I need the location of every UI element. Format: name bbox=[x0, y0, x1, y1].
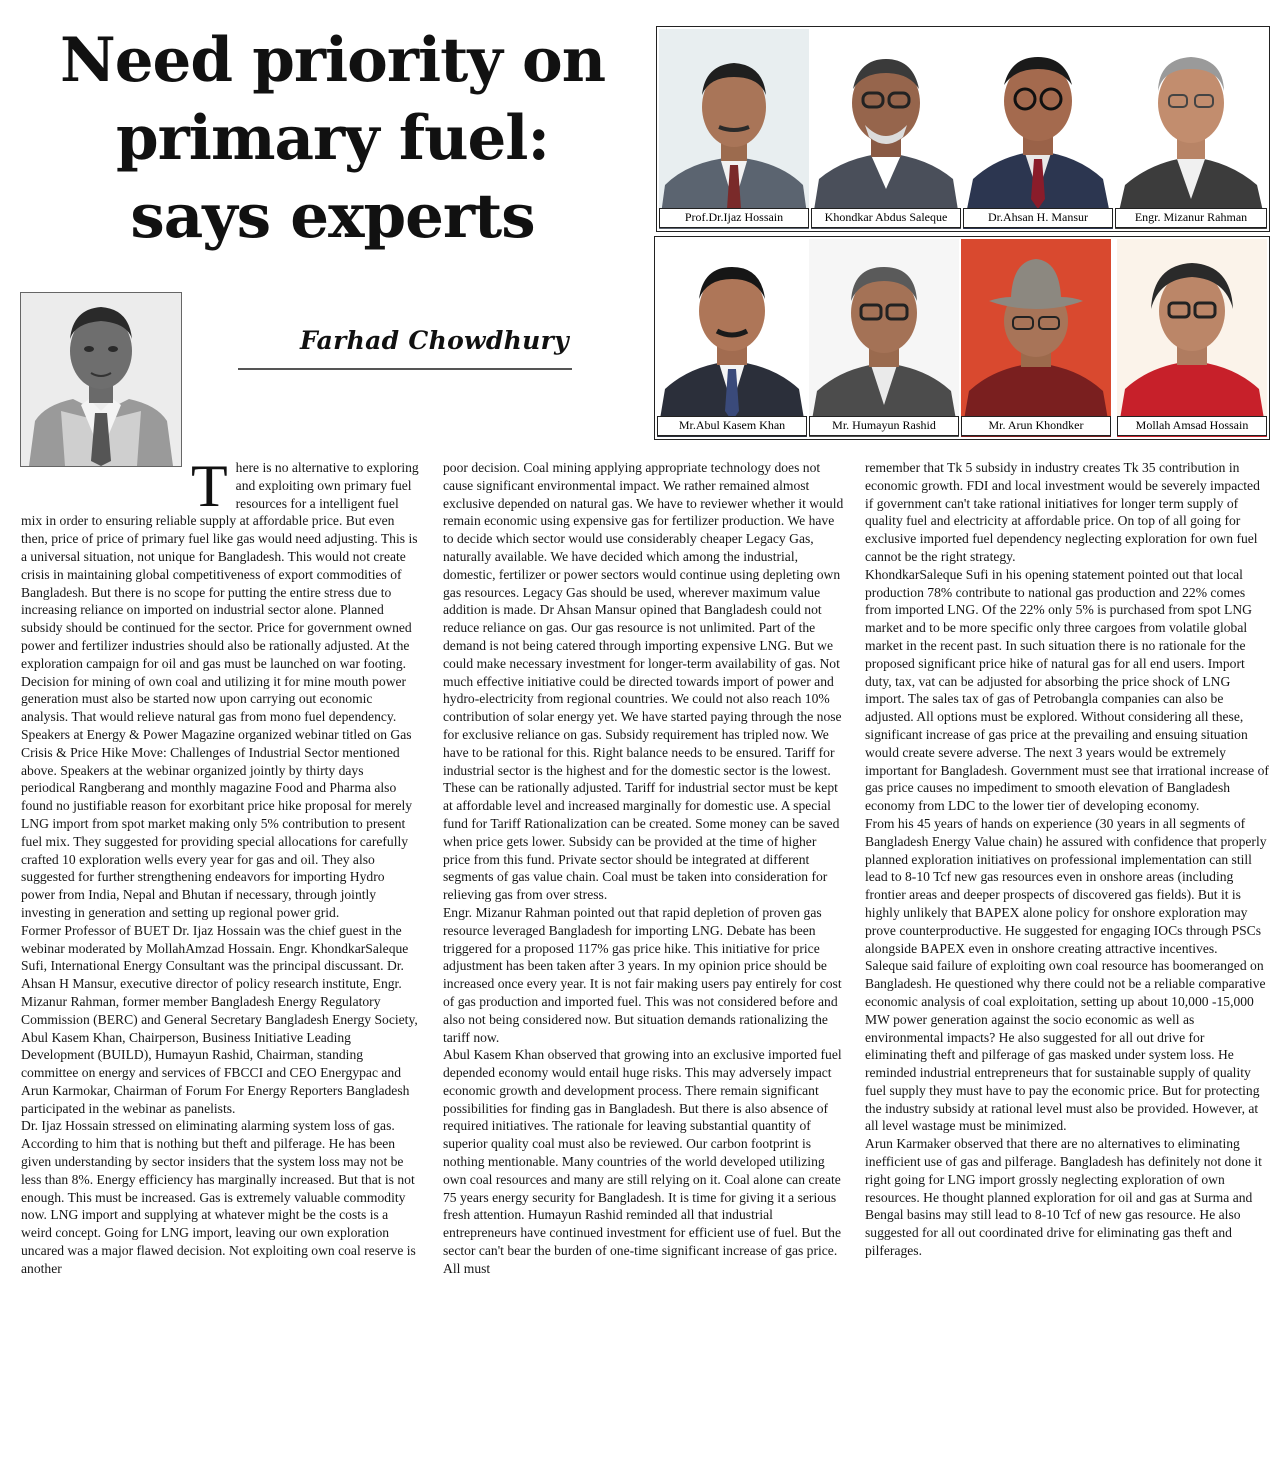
article-paragraph: Engr. Mizanur Rahman pointed out that rapid depletion of proven gas resource leveraged Bangladesh for importing LNG. Debate has been triggered for a proposed 117% gas price hike. This initiative for price adjustment has been taken after 3 years. In my opinion price should be increased once every year. It is not fair making users pay entirely for cost of gas production and imported fuel. This was not considered before and also not being considered now. But situation demands rationalizing the tariff now. bbox=[443, 904, 842, 1045]
article-paragraph: Former Professor of BUET Dr. Ijaz Hossain was the chief guest in the webinar moderated by MollahAmzad Hossain. Engr. KhondkarSaleque Sufi, International Energy Consultant was the principal discussant. Dr. Ahsan H Mansur, executive director of policy research institute, Engr. Mizanur Rahman, former member Bangladesh Energy Regulatory Commission (BERC) and General Secretary Bangladesh Energy Society, Abul Kasem Khan, Chairperson, Business Initiative Leading Development (BUILD), Humayun Rashid, Chairman, standing committee on energy and services of FBCCI and CEO Energypac and Arun Karmokar, Chairman of Forum For Energy Reporters Bangladesh participated in the webinar as panelists. bbox=[21, 922, 418, 1116]
caption-humayun-rashid: Mr. Humayun Rashid bbox=[809, 416, 959, 436]
portrait-ahsan-h-mansur bbox=[963, 29, 1113, 229]
caption-arun-khondker: Mr. Arun Khondker bbox=[961, 416, 1111, 436]
article-paragraph: Saleque said failure of exploiting own coal resource has boomeranged on Bangladesh. He questioned why there could not be a reliable comparative economic analysis of coal exploitation, setting up about 10,000 -15,000 MW power generation against the socio economic as well as environmental impacts? He also suggested for all out drive for eliminating theft and pilferage of gas masked under system loss. He reminded industrial entrepreneurs that for sustainable supply of quality fuel supply they must have to pay the economic price. But for protecting the industry subsidy at rational level must also be provided. However, at all level wastage must be minimized. bbox=[865, 958, 1266, 1134]
article-paragraph: remember that Tk 5 subsidy in industry creates Tk 35 contribution in economic growth. FDI and local investment would be severely impacted if government can't take rational initiatives for longer term supply of quality fuel and electricity at affordable price. On top of all going for exclusive imported fuel dependency neglecting exploration for own fuel cannot be the right strategy. bbox=[865, 460, 1260, 564]
caption-abul-kasem-khan: Mr.Abul Kasem Khan bbox=[657, 416, 807, 436]
author-photo bbox=[20, 292, 182, 467]
article-column-3 bbox=[865, 459, 1269, 1260]
experts-photo-panel-bottom bbox=[654, 236, 1270, 440]
headline bbox=[20, 22, 645, 256]
portrait-arun-khondker bbox=[961, 239, 1111, 437]
article-paragraph bbox=[21, 453, 419, 726]
portrait-abul-kasem-khan bbox=[657, 239, 807, 437]
article-paragraph: poor decision. Coal mining applying appropriate technology does not cause significant environmental impact. We rather remained almost exclusive depended on natural gas. We have to reviewer whether it would remain economic using expensive gas for fertilizer production. We have to decide which sector would use considerably cheaper Legacy Gas, naturally available. We have decided which among the industrial, domestic, fertilizer or power sectors would continue using depleting own gas resources. Legacy Gas should be used, wherever maximum value addition is made. Dr Ahsan Mansur opined that Bangladesh could not reduce reliance on gas. Our gas resource is not unlimited. Part of the demand is not being catered through importing expensive LNG. But we could make necessary investment for longer-term availability of gas. Not much effective initiative could be directed towards import of power and hydro-electricity from regional countries. We could not also reach 10% contribution of solar energy yet. We have started paying through the nose for exclusive reliance on gas. Subsidy requirement has tripled now. We have to be rational for this. Right balance needs to be ensured. Tariff for industrial sector is the highest and for the domestic sector is the lowest. These can be rationally adjusted. Tariff for industrial sector must be kept at affordable level and increased marginally for domestic use. A special fund for Tariff Rationalization can be created. Some money can be saved when price gets lower. Subsidy can be provided at the time of higher price from this fund. Private sector should be integrated at different segments of gas value chain. Coal must be taken into consideration for relieving gas from over stress. bbox=[443, 460, 844, 903]
article-paragraph: Abul Kasem Khan observed that growing into an exclusive imported fuel depended economy would entail huge risks. This may adversely impact economic growth and development process. There remain significant possibilities for finding gas in Bangladesh. But there is also absence of required initiatives. The rationale for leaving substantial quantity of superior quality coal must also be reviewed. Our carbon footprint is nothing mentionable. Many countries of the world developed utilizing own coal resources and many are still relying on it. Coal alone can create 75 years energy security for Bangladesh. It is time for giving it a serious fresh attention. Humayun Rashid reminded all that industrial entrepreneurs have continued investment for efficient use of fuel. But the sector can't bear the burden of one-time significant increase of gas price. All must bbox=[443, 1047, 842, 1276]
article-paragraph: Arun Karmaker observed that there are no alternatives to eliminating inefficient use of gas and pilferage. Bangladesh has definitely not done it right going for LNG import grossly neglecting exploration of own resources. He thought planned exploration for oil and gas at Surma and Bengal basins may still lead to 8-10 Tcf of new gas resource. He also suggested for all out coordinated drive for eliminating gas theft and pilferages. bbox=[865, 1136, 1262, 1259]
article-paragraph: From his 45 years of hands on experience (30 years in all segments of Bangladesh Energy Value chain) he assured with confidence that properly planned exploration initiatives on professional implementation can still lead to 8-10 Tcf new gas resources even in onshore areas (including frontier areas and deeper prospects of discovered gas fields). But it is highly unlikely that BAPEX alone policy for onshore exploration may prove counterproductive. He suggested for engaging IOCs through PSCs alongside BAPEX even in onshore creating attractive incentives. bbox=[865, 815, 1267, 956]
caption-khondkar-abdus-saleque: Khondkar Abdus Saleque bbox=[811, 208, 961, 228]
experts-photo-panel-top bbox=[656, 26, 1270, 232]
byline: Farhad Chowdhury bbox=[300, 326, 569, 355]
byline-rule bbox=[238, 368, 572, 370]
caption-ahsan-h-mansur: Dr.Ahsan H. Mansur bbox=[963, 208, 1113, 228]
article-column-1 bbox=[21, 453, 419, 1278]
portrait-mizanur-rahman bbox=[1115, 29, 1267, 229]
headline-line-3: says experts bbox=[130, 181, 535, 252]
drop-cap: T bbox=[191, 453, 228, 519]
portrait-khondkar-abdus-saleque bbox=[811, 29, 961, 229]
portrait-ijaz-hossain bbox=[659, 29, 809, 229]
caption-mizanur-rahman: Engr. Mizanur Rahman bbox=[1115, 208, 1267, 228]
article-paragraph: Dr. Ijaz Hossain stressed on eliminating alarming system loss of gas. According to him that is nothing but theft and pilferage. He has been given understanding by sector insiders that the system loss may not be less than 8%. Energy efficiency has marginally increased. But that is not enough. This must be increased. Gas is extremely valuable commodity now. LNG import and supplying at whatever might be the costs is a weird concept. Going for LNG import, leaving our own exploration uncared was a major flawed decision. Not exploiting own coal reserve is another bbox=[21, 1118, 416, 1276]
portrait-mollah-amsad-hossain bbox=[1117, 239, 1267, 437]
headline-line-1: Need priority on bbox=[59, 25, 606, 96]
caption-ijaz-hossain: Prof.Dr.Ijaz Hossain bbox=[659, 208, 809, 228]
article-column-2 bbox=[443, 459, 845, 1278]
caption-mollah-amsad-hossain: Mollah Amsad Hossain bbox=[1117, 416, 1267, 436]
headline-line-2: primary fuel: bbox=[116, 103, 549, 174]
portrait-humayun-rashid bbox=[809, 239, 959, 437]
article-paragraph: KhondkarSaleque Sufi in his opening statement pointed out that local production 78% contribute to national gas production and 22% comes from imported LNG. Of the 22% only 5% is purchased from spot LNG market and to be more specific only three cargoes from volatile global market in the recent past. In such situation there is no rationale for the proposed significant price hike of natural gas for all end users. Import duty, tax, vat can be adjusted for absorbing the price shock of LNG import. The sales tax of gas of Petrobangla companies can also be adjusted. All options must be explored. Without considering all these, significant increase of gas price at the prevailing and ensuing situation would create severe adverse. The next 3 years would be extremely important for Bangladesh. Government must see that irrational increase of gas price causes no impediment to smooth elevation of Bangladesh economy from LDC to the lower tier of developing economy. bbox=[865, 566, 1269, 814]
article-paragraph-text: here is no alternative to exploring and exploiting own primary fuel resources for a intelligent fuel mix in order to ensuring reliable supply at affordable price. But even then, price of price of primary fuel like gas would need adjusting. This is a universal situation, not unique for Bangladesh. This would not create crisis in maintaining global competitiveness of export commodities of Bangladesh. But there is no scope for putting the entire stress due to increasing reliance on imported on industrial sector alone. Planned subsidy should be continued for the sector. Price for government owned power and fertilizer industries should also be rationally adjusted. At the exploration campaign for oil and gas must be launched on war footing. Decision for mining of own coal and utilizing it for mine mouth power generation must also be started now upon carrying out economic analysis. That would relieve natural gas from mono fuel dependency. bbox=[21, 460, 419, 725]
article-paragraph: Speakers at Energy & Power Magazine organized webinar titled on Gas Crisis & Price Hike Move: Challenges of Industrial Sector mentioned above. Speakers at the webinar organized jointly by thirty days periodical Rangberang and monthly magazine Food and Pharma also found no justifiable reason for exorbitant price hike proposal for merely LNG import from spot market making only 5% contribution to present fuel mix. They suggested for providing special allocations for carefully crafted 10 exploration wells every year for gas and oil. They also suggested for further strengthening endeavors for importing Hydro power from India, Nepal and Bhutan if necessary, through jointly investing in generation and setting up regional power grid. bbox=[21, 726, 413, 920]
